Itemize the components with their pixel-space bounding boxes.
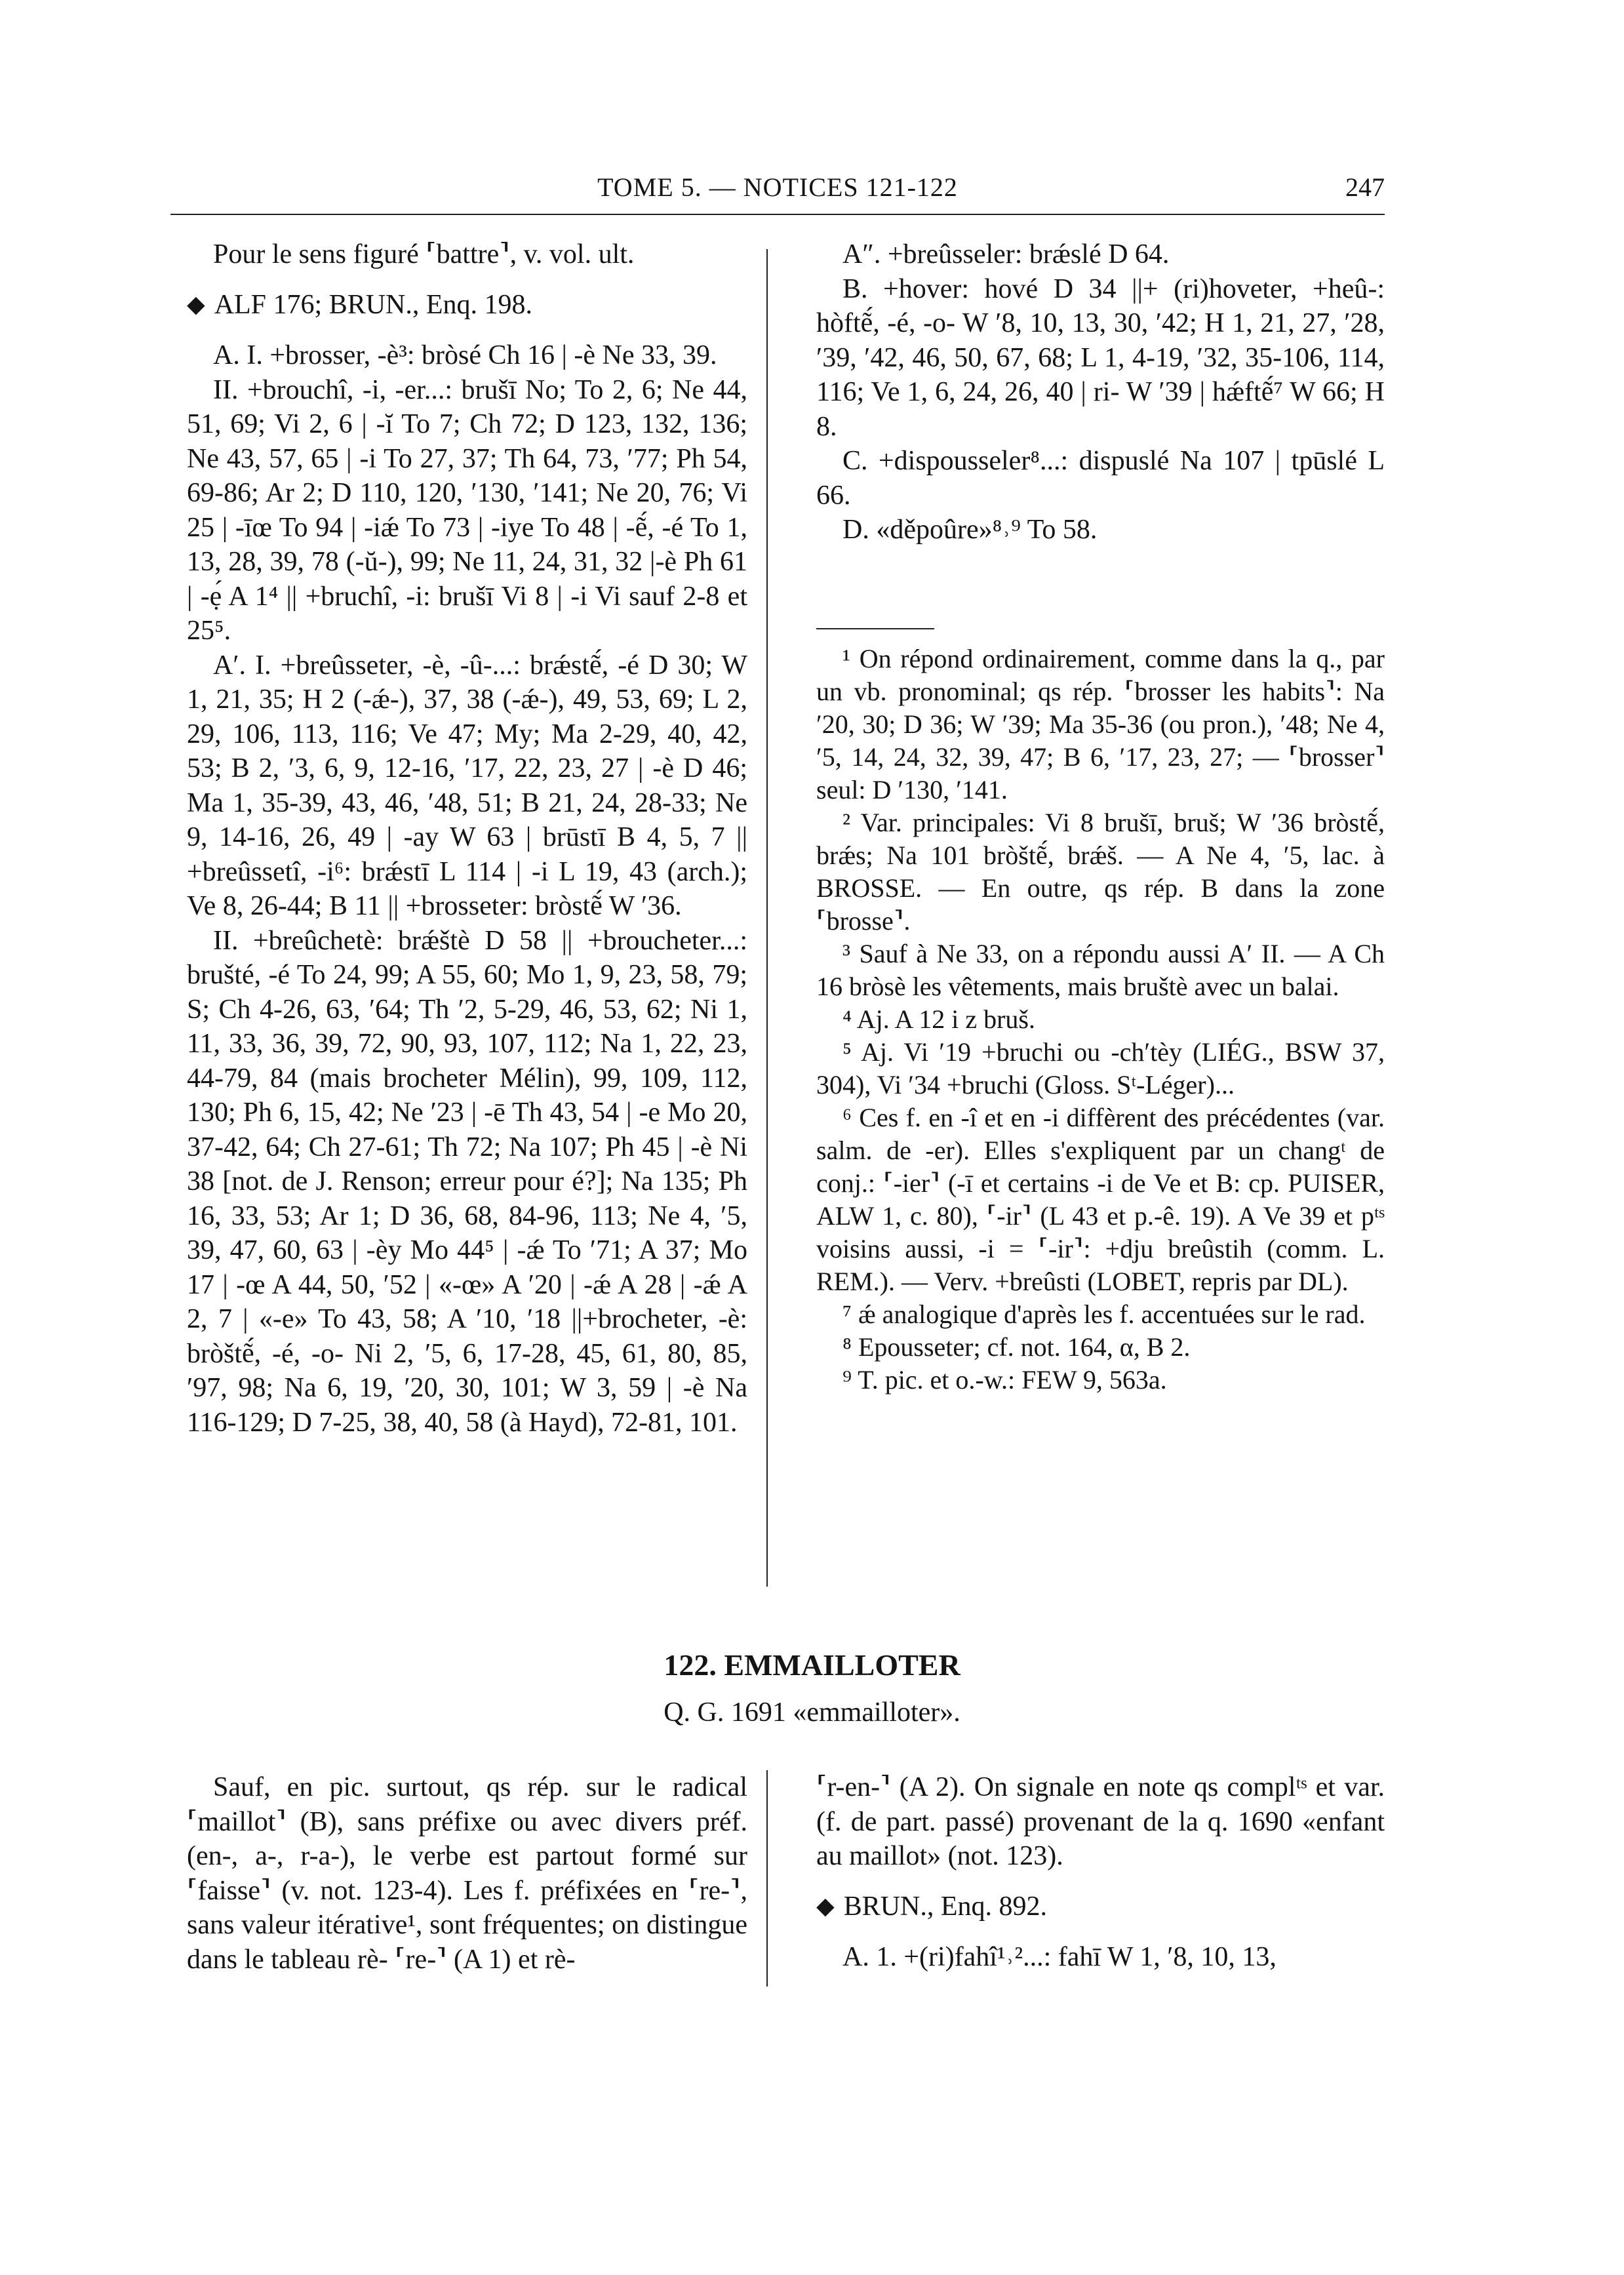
right-column [816, 237, 1385, 1396]
column-divider [766, 249, 768, 1587]
paragraph: Pour le sens figuré ⸢battre⸣, v. vol. ult. [213, 239, 635, 269]
footnote: ⁹ T. pic. et o.-w.: FEW 9, 563a. [842, 1364, 1167, 1395]
paragraph: B. +hover: hové D 34 ||+ (ri)hoveter, +heû-: hòftẽ́, -é, -o- W ′8, 10, 13, 30, ′42; H 1, 21, 27, ′28, ′39, ′42, 46, 50, 67, 68; L 1, 4-19, ′32, 35-106, 114, 116; Ve 1, 6, 24, 26, 40 | ri- W ′39 | hǽftẽ́⁷ W 66; H 8. [816, 273, 1385, 442]
paragraph: II. +brouchî, -i, -er...: brušī No; To 2, 6; Ne 44, 51, 69; Vi 2, 6 | -ĭ To 7; Ch 72; D 123, 132, 136; Ne 43, 57, 65 | -i To 27, 37; Th 64, 73, ′77; Ph 54, 69-86; Ar 2; D 110, 120, ′130, ′141; Ne 20, 76; Vi 25 | -īœ To 94 | -iǽ To 73 | -iye To 48 | -ẽ́, -é To 1, 13, 28, 39, 78 (-ŭ-), 99; Ne 11, 24, 31, 32 |-è Ph 61 | -ẹ́ A 1⁴ || +bruchî, -i: brušī Vi 8 | -i Vi sauf 2-8 et 25⁵. [187, 374, 747, 646]
page-number: 247 [1345, 172, 1385, 202]
footnote: ⁸ Epousseter; cf. not. 164, α, B 2. [842, 1332, 1191, 1362]
paragraph: A′. I. +breûsseter, -è, -û-...: brǽstẽ́, -é D 30; W 1, 21, 35; H 2 (-ǽ-), 37, 38 (-ǽ-), 49, 53, 69; L 2, 29, 106, 113, 116; Ve 47; My; Ma 2-29, 40, 42, 53; B 2, ′3, 6, 9, 12-16, ′17, 22, 23, 27 | -è D 46; Ma 1, 35-39, 43, 46, ′48, 51; B 21, 24, 28-33; Ne 9, 14-16, 26, 49 | -ay W 63 | brūstī B 4, 5, 7 || +breûssetî, -i⁶: brǽstī L 114 | -i L 19, 43 (arch.); Ve 8, 26-44; B 11 || +brosseter: bròstẽ́ W ′36. [187, 650, 747, 921]
footnote: ¹ On répond ordinairement, comme dans la q., par un vb. pronominal; qs rép. ⸢brosser les habits⸣: Na ′20, 30; D 36; W ′39; Ma 35-36 (ou pron.), ′48; Ne 4, ′5, 14, 24, 32, 39, 47; B 6, ′17, 23, 27; — ⸢brosser⸣ seul: D ′130, ′141. [816, 643, 1385, 804]
footnote: ⁵ Aj. Vi ′19 +bruchi ou -ch′tèy (LIÉG., BSW 37, 304), Vi ′34 +bruchi (Gloss. Sᵗ-Léger)... [816, 1037, 1385, 1099]
section-title: 122. EMMAILLOTER [663, 1648, 961, 1682]
bibliography-text: BRUN., Enq. 892. [843, 1891, 1048, 1922]
diamond-icon: ◆ [187, 290, 205, 317]
footnote: ⁶ Ces f. en -î et en -i diffèrent des précédentes (var. salm. de -er). Elles s'expliquent par un changᵗ de conj.: ⸢-ier⸣ (-ī et certains -i de Ve et B: cp. PUISER, ALW 1, c. 80), ⸢-ir⸣ (L 43 et p.-ê. 19). A Ve 39 et pᵗˢ voisins aussi, -i = ⸢-ir⸣: +dju breûstih (comm. L. REM.). — Verv. +breûsti (LOBET, repris par DL). [816, 1102, 1385, 1296]
footnote: ⁷ ǽ analogique d'après les f. accentuées sur le rad. [842, 1299, 1366, 1329]
bibliography-line [816, 1889, 1385, 1925]
paragraph: D. «děpoûre»⁸˒⁹ To 58. [842, 515, 1098, 545]
paragraph: ⸢r-en-⸣ (A 2). On signale en note qs complᵗˢ et var. (f. de part. passé) provenant de la q. 1690 «enfant au maillot» (not. 123). [816, 1772, 1385, 1871]
bottom-left-column [187, 1770, 747, 1977]
paragraph: A. I. +brosser, -è³: bròsé Ch 16 | -è Ne 33, 39. [213, 340, 717, 370]
diamond-icon: ◆ [816, 1892, 835, 1919]
running-title: TOME 5. — NOTICES 121-122 [597, 172, 958, 202]
bibliography-line [187, 288, 747, 323]
paragraph: II. +breûchetè: brǽštè D 58 || +broucheter...: brušté, -é To 24, 99; A 55, 60; Mo 1, 9, 23, 58, 79; S; Ch 4-26, 63, ′64; Th ′2, 5-29, 46, 53, 62; Ni 1, 11, 33, 36, 39, 72, 90, 93, 107, 112; Na 1, 22, 23, 44-79, 84 (mais brocheter Mélin), 99, 109, 112, 130; Ph 6, 15, 42; Ne ′23 | -ē Th 43, 54 | -e Mo 20, 37-42, 64; Ch 27-61; Th 72; Na 107; Ph 45 | -è Ni 38 [not. de J. Renson; erreur pour é?]; Na 135; Ph 16, 33, 53; Ar 1; D 36, 68, 84-96, 113; Ne 4, ′5, 39, 47, 60, 63 | -èy Mo 44⁵ | -ǽ To ′71; A 37; Mo 17 | -œ A 44, 50, ′52 | «-œ» A ′20 | -ǽ A 28 | -ǽ A 2, 7 | «-e» To 43, 58; A ′10, ′18 ||+brocheter, -è: bròštẽ́, -é, -o- Ni 2, ′5, 6, 17-28, 45, 61, 80, 85, ′97, 98; Na 6, 19, ′20, 30, 101; W 3, 59 | -è Na 116-129; D 7-25, 38, 40, 58 (à Hayd), 72-81, 101. [187, 925, 747, 1438]
left-column [187, 237, 747, 1440]
running-header [170, 169, 1385, 215]
footnotes [816, 643, 1385, 1396]
footnote-separator [816, 628, 934, 629]
paragraph: A″. +breûsseler: brǽslé D 64. [842, 239, 1170, 269]
footnote: ³ Sauf à Ne 33, on a répondu aussi A′ II. — A Ch 16 bròsè les vêtements, mais bruštè avec un balai. [816, 938, 1385, 1001]
paragraph: A. 1. +(ri)fahî¹˒²...: fahī W 1, ′8, 10, 13, [842, 1942, 1277, 1972]
section-subtitle: Q. G. 1691 «emmailloter». [663, 1697, 961, 1728]
footnote: ² Var. principales: Vi 8 brušī, bruš; W ′36 bròstẽ́, brǽs; Na 101 bròštẽ́, brǽš. — A Ne 4, ′5, lac. à BROSSE. — En outre, qs rép. B dans la zone ⸢brosse⸣. [816, 807, 1385, 936]
bottom-right-column [816, 1770, 1385, 1975]
column-divider [766, 1770, 768, 1987]
paragraph: Sauf, en pic. surtout, qs rép. sur le radical ⸢maillot⸣ (B), sans préfixe ou avec divers préf. (en-, a-, r-a-), le verbe est partout formé sur ⸢faisse⸣ (v. not. 123-4). Les f. préfixées en ⸢re-⸣, sans valeur itérative¹, sont fréquentes; on distingue dans le tableau rè- ⸢re-⸣ (A 1) et rè- [187, 1772, 747, 1975]
bibliography-text: ALF 176; BRUN., Enq. 198. [214, 289, 533, 320]
paragraph: C. +dispousseler⁸...: dispuslé Na 107 | tpūslé L 66. [816, 446, 1385, 511]
footnote: ⁴ Aj. A 12 i z bruš. [842, 1004, 1035, 1034]
